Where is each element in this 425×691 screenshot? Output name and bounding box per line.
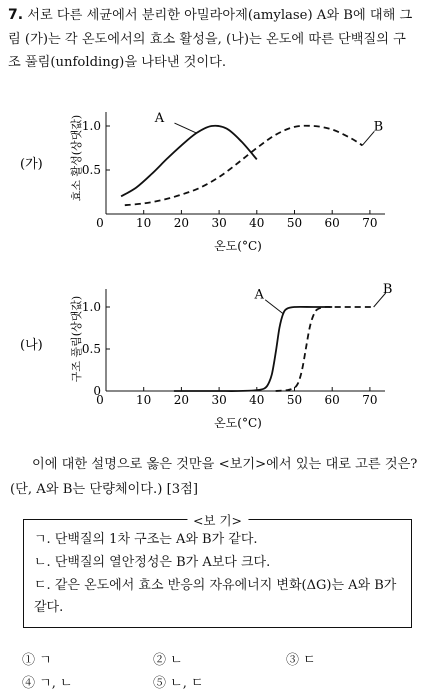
x-tick-label: 0 [96, 393, 104, 407]
chart-enzyme-activity [0, 100, 425, 260]
x-tick-label: 60 [324, 393, 340, 407]
y-tick-label: 0 [93, 384, 101, 398]
bogi-title: <보 기> [187, 511, 248, 529]
series-label-a: A [254, 287, 264, 303]
series-leader-line [265, 300, 283, 314]
question-number: 7. [8, 7, 24, 23]
choice-1[interactable]: ① ㄱ [22, 653, 52, 668]
y-tick-label: 1.0 [81, 300, 101, 314]
bogi-item-3: ㄷ. 같은 온도에서 효소 반응의 자유에너지 변화(ΔG)는 A와 B가 같다. [34, 578, 397, 615]
choice-2[interactable]: ② ㄴ [153, 653, 183, 668]
series-label-b: B [382, 282, 393, 297]
x-tick-label: 70 [362, 393, 378, 407]
panel-label: (나) [20, 338, 43, 353]
bogi-box [23, 513, 412, 628]
y-tick-label: 0.5 [81, 342, 101, 356]
x-tick-label: 20 [173, 216, 190, 230]
chart-structure-unfolding [0, 277, 425, 437]
series-leader-line [362, 131, 374, 145]
x-tick-label: 10 [136, 216, 152, 230]
bogi-item-1: ㄱ. 단백질의 1차 구조는 A와 B가 같다. [34, 532, 258, 547]
series-line-a [174, 307, 332, 391]
series-line-b [276, 307, 374, 391]
y-tick-label: 1.0 [81, 119, 101, 133]
x-tick-label: 10 [136, 393, 152, 407]
x-tick-label: 40 [249, 216, 265, 230]
series-leader-line [174, 123, 196, 133]
x-tick-label: 60 [324, 216, 340, 230]
series-line-a [121, 126, 257, 197]
question-text [8, 4, 418, 75]
x-axis-label: 온도(°C) [214, 416, 262, 430]
choice-4[interactable]: ④ ㄱ, ㄴ [22, 676, 73, 691]
x-tick-label: 0 [96, 216, 104, 230]
y-axis-label: 구조 풀림(상댓값) [70, 295, 83, 383]
y-tick-label: 0.5 [81, 163, 101, 177]
series-label-b: B [373, 119, 384, 135]
panel-label: (가) [20, 157, 43, 172]
x-tick-label: 40 [249, 393, 265, 407]
x-tick-label: 20 [173, 393, 190, 407]
x-tick-label: 50 [286, 393, 303, 407]
series-label-a: A [154, 111, 165, 127]
choice-3[interactable]: ③ ㄷ [286, 653, 316, 668]
x-tick-label: 70 [362, 216, 378, 230]
x-tick-label: 30 [211, 216, 227, 230]
choice-5[interactable]: ⑤ ㄴ, ㄷ [153, 676, 204, 691]
x-axis-label: 온도(°C) [214, 239, 262, 253]
question-body: 서로 다른 세균에서 분리한 아밀라아제(amylase) A와 B에 대해 그림 (가)는 각 온도에서의 효소 활성을, (나)는 온도에 따른 단백질의 구조 풀림(unfolding)을 나타낸 것이다. [8, 8, 413, 70]
y-axis-label: 효소 활성(상댓값) [70, 114, 83, 202]
bogi-item-2: ㄴ. 단백질의 열안정성은 B가 A보다 크다. [34, 555, 271, 570]
x-tick-label: 50 [286, 216, 303, 230]
follow-up-question: 이에 대한 설명으로 옳은 것만을 <보기>에서 있는 대로 고른 것은? (단, A와 B는 단량체이다.) [3점] [10, 457, 418, 497]
x-tick-label: 30 [211, 393, 227, 407]
